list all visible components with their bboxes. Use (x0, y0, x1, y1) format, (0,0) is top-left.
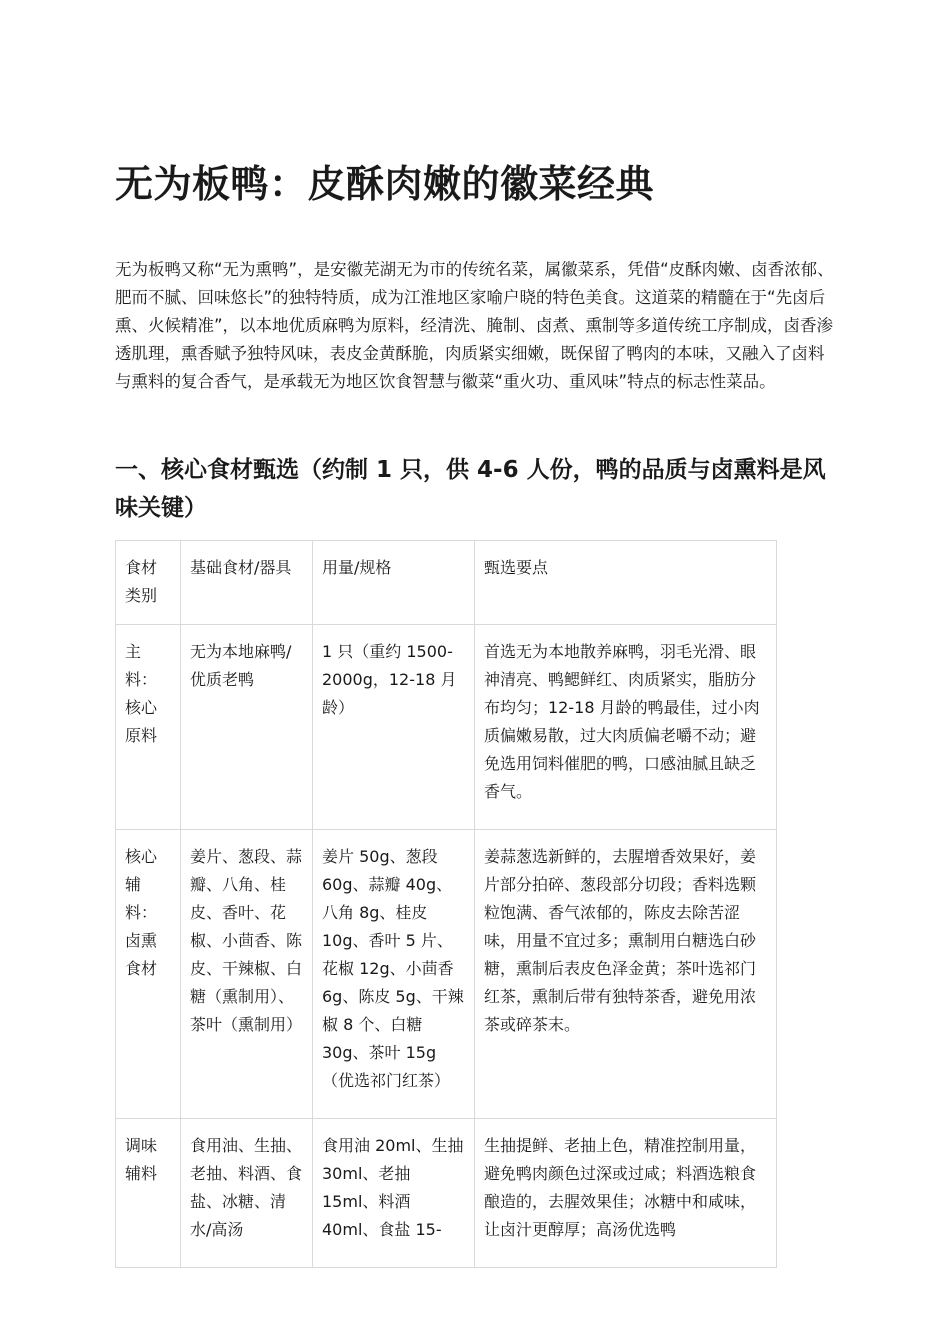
table-row (116, 625, 777, 830)
cell-items: 食用油、生抽、老抽、料酒、食盐、冰糖、清水/高汤 (181, 1119, 313, 1268)
ingredients-table (115, 540, 777, 1268)
header-cell-category: 食材类别 (116, 541, 181, 625)
header-cell-amount: 用量/规格 (313, 541, 475, 625)
section-heading-ingredients: 一、核心食材甄选（约制 1 只，供 4-6 人份，鸭的品质与卤熏料是风味关键） (115, 457, 826, 521)
table-header-row (116, 541, 777, 625)
ingredients-table-container (115, 540, 777, 1239)
cell-notes: 首选无为本地散养麻鸭，羽毛光滑、眼神清亮、鸭鳃鲜红、肉质紧实，脂肪分布均匀；12-18 月龄的鸭最佳，过小肉质偏嫩易散，过大肉质偏老嚼不动；避免选用饲料催肥的鸭，口感油腻且缺乏香气。 (475, 625, 777, 830)
intro-paragraph: 无为板鸭又称“无为熏鸭”，是安徽芜湖无为市的传统名菜，属徽菜系，凭借“皮酥肉嫩、卤香浓郁、肥而不腻、回味悠长”的独特特质，成为江淮地区家喻户晓的特色美食。这道菜的精髓在于“先卤后熏、火候精准”，以本地优质麻鸭为原料，经清洗、腌制、卤煮、熏制等多道传统工序制成，卤香渗透肌理，熏香赋予独特风味，表皮金黄酥脆，肉质紧实细嫩，既保留了鸭肉的本味，又融入了卤料与熏料的复合香气，是承载无为地区饮食智慧与徽菜“重火功、重风味”特点的标志性菜品。 (115, 260, 834, 391)
header-cell-items: 基础食材/器具 (181, 541, 313, 625)
cell-notes: 姜蒜葱选新鲜的，去腥增香效果好，姜片部分拍碎、葱段部分切段；香料选颗粒饱满、香气浓郁的，陈皮去除苦涩味，用量不宜过多；熏制用白糖选白砂糖，熏制后表皮色泽金黄；茶叶选祁门红茶，熏制后带有独特茶香，避免用浓茶或碎茶末。 (475, 830, 777, 1119)
header-cell-notes: 甄选要点 (475, 541, 777, 625)
cell-amount: 姜片 50g、葱段 60g、蒜瓣 40g、八角 8g、桂皮 10g、香叶 5 片、花椒 12g、小茴香 6g、陈皮 5g、干辣椒 8 个、白糖 30g、茶叶 15g（优选祁门红茶） (313, 830, 475, 1119)
table-row (116, 830, 777, 1119)
cell-category: 主料：核心原料 (116, 625, 181, 830)
cell-items: 姜片、葱段、蒜瓣、八角、桂皮、香叶、花椒、小茴香、陈皮、干辣椒、白糖（熏制用）、茶叶（熏制用） (181, 830, 313, 1119)
cell-category: 核心辅料：卤熏食材 (116, 830, 181, 1119)
table-row (116, 1119, 777, 1268)
page-title: 无为板鸭：皮酥肉嫩的徽菜经典 (115, 162, 655, 206)
cell-notes: 生抽提鲜、老抽上色，精准控制用量，避免鸭肉颜色过深或过咸；料酒选粮食酿造的，去腥效果佳；冰糖中和咸味，让卤汁更醇厚；高汤优选鸭 (475, 1119, 777, 1268)
cell-amount: 1 只（重约 1500-2000g，12-18 月龄） (313, 625, 475, 830)
cell-category: 调味辅料 (116, 1119, 181, 1268)
cell-amount: 食用油 20ml、生抽 30ml、老抽 15ml、料酒 40ml、食盐 15- (313, 1119, 475, 1268)
cell-items: 无为本地麻鸭/优质老鸭 (181, 625, 313, 830)
